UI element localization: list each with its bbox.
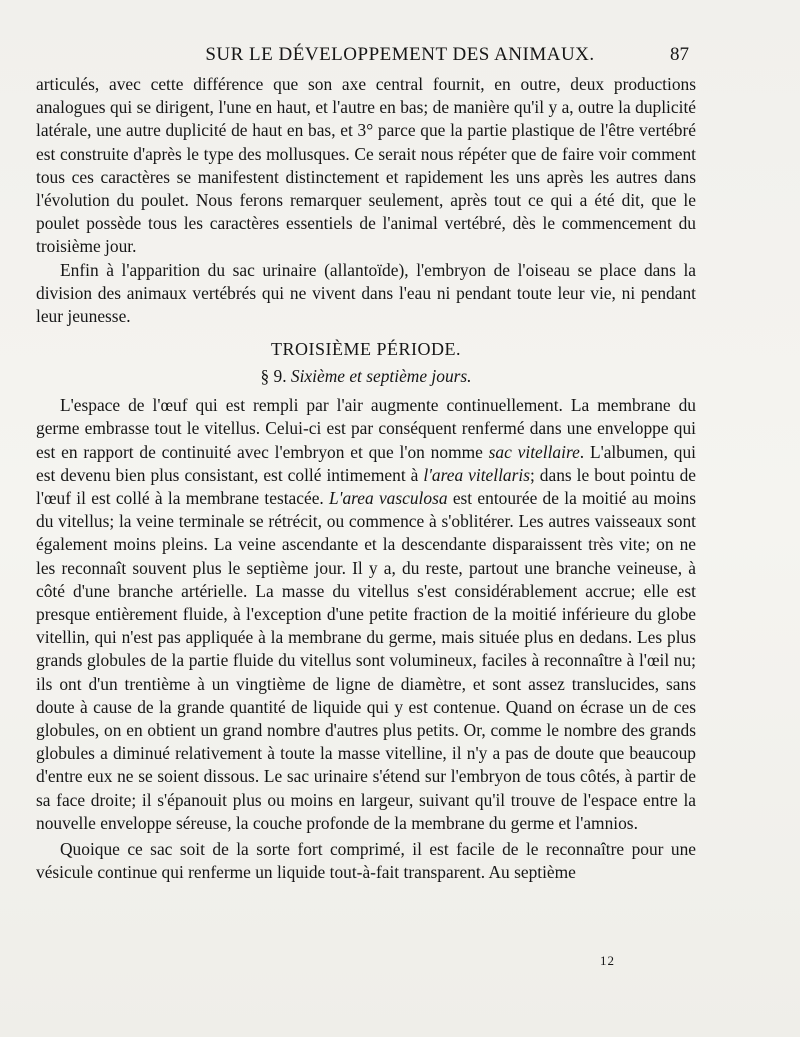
paragraph-main bbox=[36, 394, 696, 835]
page-body bbox=[36, 73, 696, 885]
running-title: SUR LE DÉVELOPPEMENT DES ANIMAUX. bbox=[205, 44, 595, 65]
signature-mark: 12 bbox=[600, 953, 615, 968]
text-run: L'espace de l'œuf qui est rempli par l'air augmente continuellement. La membrane du germe embrasse tout le vitellus. Celui-ci est par conséquent renfermé dans une enveloppe qui est en rapport de continuité avec l'embryon et que l'on nomme bbox=[36, 395, 696, 462]
text-run: ; dans le bout pointu de l'œuf il est collé à la membrane testacée. bbox=[36, 464, 696, 509]
section-heading bbox=[36, 364, 696, 388]
text-run: . L'albumen, qui est devenu bien plus consistant, est collé intimement à bbox=[36, 441, 696, 485]
page-number: 87 bbox=[670, 44, 689, 65]
text-run: est entourée de la moitié au moins du vitellus; la veine terminale se rétrécit, ou commence à s'oblitérer. Les autres vaisseaux sont également moins pleins. La veine ascendante et la descendante disparaissent très vite; on ne les reconnaît souvent plus le septième jour. Il y a, du reste, partout une branche veineuse, à côté d'une branche artérielle. La masse du vitellus s'est considérablement accrue; elle est presque entièrement fluide, à l'exception d'une petite fraction de la moitié inférieure du globe vitellin, qui n'est pas appliquée à la membrane du germe, mais située plus en dedans. Les plus grands globules de la partie fluide du vitellus sont volumineux, faciles à reconnaître à l'œil nu; ils ont d'un trentième à un vingtième de ligne de diamètre, et sont assez translucides, sans doute à cause de la grande quantité de liquide qui y est contenue. Quand on écrase un de ces globules, on en obtient un grand nombre d'autres plus petits. Or, comme le nombre des grands globules a diminué relativement à toute la masse vitelline, il n'y a pas de doute que beaucoup d'entre eux ne se soient dissous. Le sac urinaire s'étend sur l'embryon de tous côtés, à partir de sa face droite; il s'épanouit plus ou moins en largeur, suivant qu'il trouve de l'espace entre la nouvelle enveloppe séreuse, la couche profonde de la membrane du germe et l'amnios. bbox=[36, 488, 697, 833]
paragraph-final: Quoique ce sac soit de la sorte fort comprimé, il est facile de le reconnaître pour une vésicule continue qui renferme un liquide tout-à-fait transparent. Au septième bbox=[36, 839, 696, 883]
italic-term: sac vitellaire bbox=[488, 441, 580, 462]
section-title: TROISIÈME PÉRIODE. bbox=[271, 339, 461, 360]
section-number: § 9. bbox=[260, 366, 287, 387]
section-subtitle: Sixième et septième jours. bbox=[290, 366, 472, 387]
italic-term: L'area vasculosa bbox=[329, 488, 448, 509]
paragraph-continuation: articulés, avec cette différence que son axe central fournit, en outre, deux productions analogues qui se dirigent, l'une en haut, et l'autre en bas; de manière qu'il y a, outre la duplicité latérale, une autre duplicité de haut en bas, et 3° parce que la partie plastique de l'être vertébré est construite d'après le type des mollusques. Ce serait nous répéter que de faire voir comment tous ces caractères se manifestent distinctement et rapidement les uns après les autres dans l'évolution du poulet. Nous ferons remarquer seulement, après tout ce qui a été dit, que le poulet possède tous les caractères essentiels de l'animal vertébré, dès le commencement du troisième jour. bbox=[36, 74, 696, 257]
italic-term: l'area vitellaris bbox=[423, 464, 530, 485]
paragraph-allantoide: Enfin à l'apparition du sac urinaire (allantoïde), l'embryon de l'oiseau se place dans la division des animaux vertébrés qui ne vivent dans l'eau ni pendant toute leur vie, ni pendant leur jeunesse. bbox=[36, 259, 696, 327]
